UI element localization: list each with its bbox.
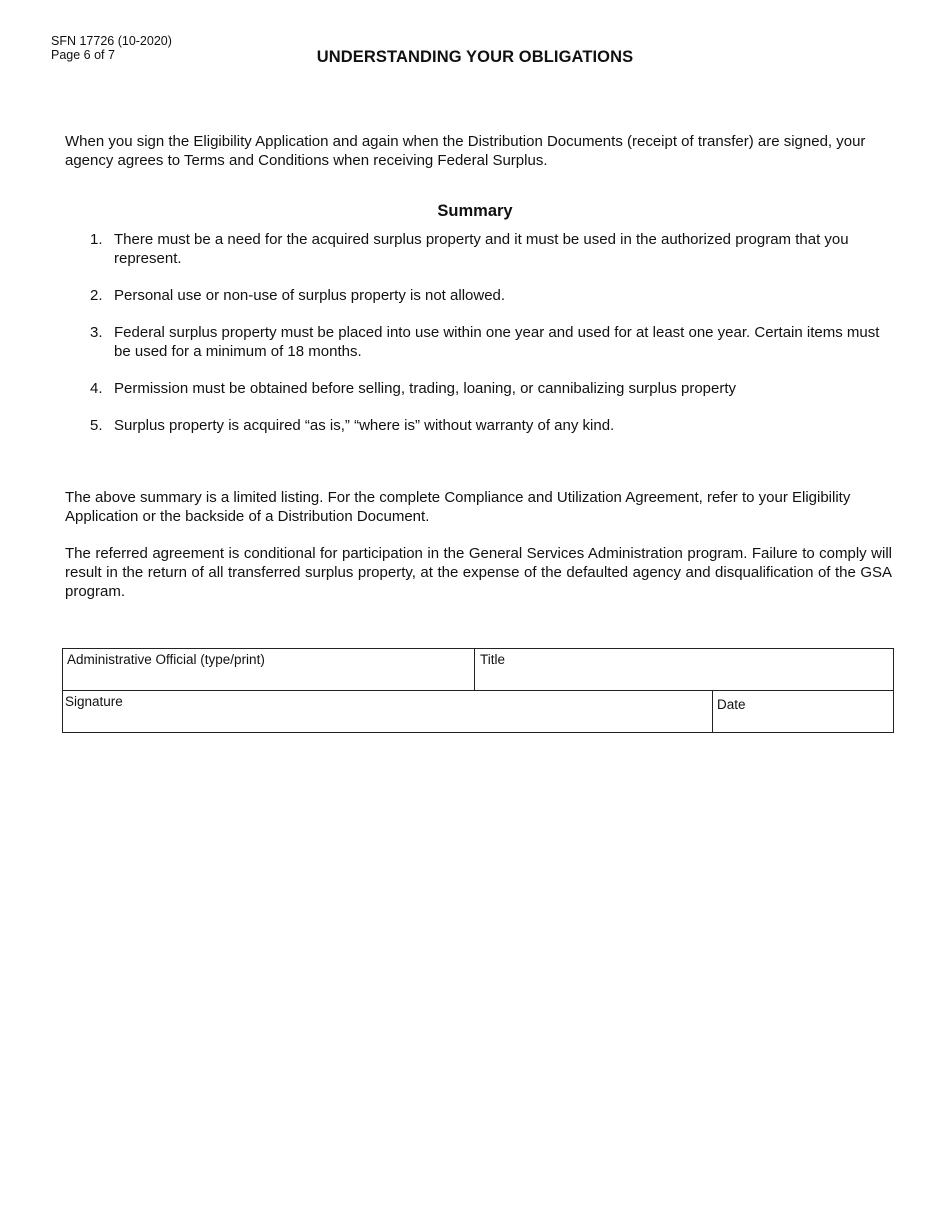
official-name-field[interactable]	[63, 649, 475, 690]
signature-field[interactable]	[63, 691, 713, 732]
summary-item-text: Surplus property is acquired “as is,” “where is” without warranty of any kind.	[114, 417, 615, 434]
date-label: Date	[717, 697, 746, 712]
summary-item	[90, 286, 885, 305]
signature-row-signature	[63, 691, 893, 732]
summary-item	[90, 323, 885, 361]
date-field[interactable]	[713, 691, 893, 732]
official-name-label: Administrative Official (type/print)	[67, 652, 265, 667]
summary-heading: Summary	[437, 202, 513, 220]
title-label: Title	[480, 652, 506, 667]
summary-list	[90, 230, 885, 453]
summary-item-text: Personal use or non-use of surplus property is not allowed.	[114, 287, 506, 304]
form-number: SFN 17726 (10-2020)	[51, 34, 172, 48]
agreement-paragraph: The referred agreement is conditional for participation in the General Services Administration program. Failure to comply will result in the return of all transferred surplus property, at the expense of the defaulted agency and disqualification of the GSA program.	[65, 545, 892, 600]
summary-item-text: There must be a need for the acquired surplus property and it must be used in the authorized program that you represent.	[114, 231, 849, 267]
signature-row-official	[63, 649, 893, 691]
summary-item-number: 5.	[90, 417, 103, 434]
page-number: Page 6 of 7	[51, 47, 115, 62]
title-field[interactable]	[475, 649, 893, 690]
summary-item-text: Permission must be obtained before selling, trading, loaning, or cannibalizing surplus property	[114, 380, 737, 397]
summary-item-number: 1.	[90, 231, 103, 248]
summary-item-text: Federal surplus property must be placed into use within one year and used for at least one year. Certain items must be used for a minimum of 18 months.	[114, 324, 880, 360]
summary-item	[90, 416, 885, 435]
signature-block	[62, 648, 894, 733]
page-title: UNDERSTANDING YOUR OBLIGATIONS	[316, 48, 634, 66]
intro-paragraph: When you sign the Eligibility Application and again when the Distribution Documents (receipt of transfer) are signed, your agency agrees to Terms and Conditions when receiving Federal Surplus.	[65, 133, 866, 169]
summary-item-number: 4.	[90, 380, 103, 397]
summary-item	[90, 230, 885, 268]
summary-item	[90, 379, 885, 398]
summary-note-paragraph: The above summary is a limited listing. For the complete Compliance and Utilization Agreement, refer to your Eligibility Application or the backside of a Distribution Document.	[65, 489, 851, 525]
summary-item-number: 3.	[90, 324, 103, 341]
summary-item-number: 2.	[90, 287, 103, 304]
signature-label: Signature	[65, 694, 123, 709]
